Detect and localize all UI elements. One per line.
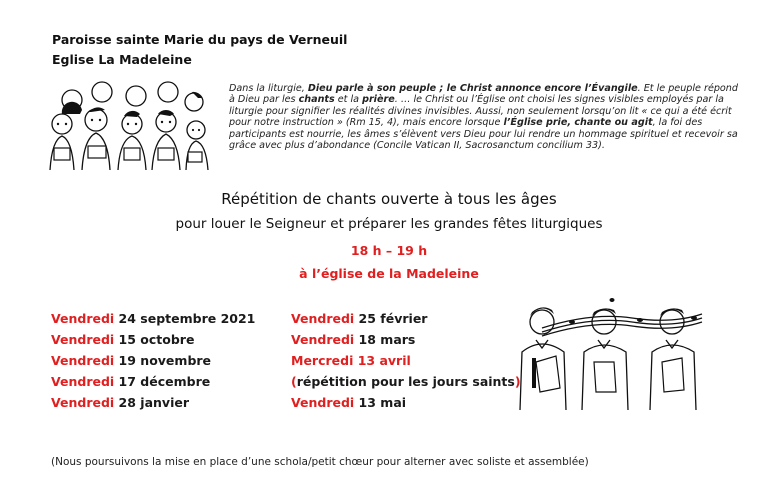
singers-illustration-icon <box>512 292 712 422</box>
date-row: Vendredi 19 novembre <box>51 353 212 368</box>
dates-column-right <box>291 311 521 416</box>
event-title: Répétition de chants ouverte à tous les âges <box>221 190 557 208</box>
date-row: Vendredi 25 février <box>291 311 428 326</box>
event-subtitle: pour louer le Seigneur et préparer les grandes fêtes liturgiques <box>175 216 603 232</box>
date-row: Vendredi 15 octobre <box>51 332 195 347</box>
footer-note: (Nous poursuivons la mise en place d’une schola/petit chœur pour alterner avec soliste et assemblée) <box>51 456 589 468</box>
date-row: Vendredi 24 septembre 2021 <box>51 311 256 326</box>
date-row: Vendredi 18 mars <box>291 332 416 347</box>
parish-name: Paroisse sainte Marie du pays de Verneuil <box>52 32 348 47</box>
date-row: Vendredi 17 décembre <box>51 374 211 389</box>
date-row: Vendredi 13 mai <box>291 395 407 410</box>
dates-column-left <box>51 311 255 416</box>
event-place: à l’église de la Madeleine <box>299 266 479 281</box>
choir-illustration-icon <box>44 78 216 170</box>
date-note-row: (répétition pour les jours saints) <box>291 374 521 389</box>
date-row: Mercredi 13 avril <box>291 353 411 368</box>
date-row: Vendredi 28 janvier <box>51 395 189 410</box>
liturgy-quote: Dans la liturgie, Dieu parle à son peuple ; le Christ annonce encore l’Évangile. Et le peuple répond à Dieu par les chants et la prière. … le Christ ou l’Église ont choisi les signes visibles employés par la liturgie pour signifier les réalités divines invisibles. Aussi, non seulement lorsqu’on lit « ce qui a été écrit pour notre instruction » (Rm 15, 4), mais encore lorsque l’Église prie, chante ou agit, la foi des participants est nourrie, les âmes s’élèvent vers Dieu pour lui rendre un hommage spirituel et recevoir sa grâce avec plus d’abondance (Concile Vatican II, Sacrosanctum concilium 33). <box>229 83 738 152</box>
event-time: 18 h – 19 h <box>350 243 428 258</box>
church-name: Eglise La Madeleine <box>52 52 192 67</box>
